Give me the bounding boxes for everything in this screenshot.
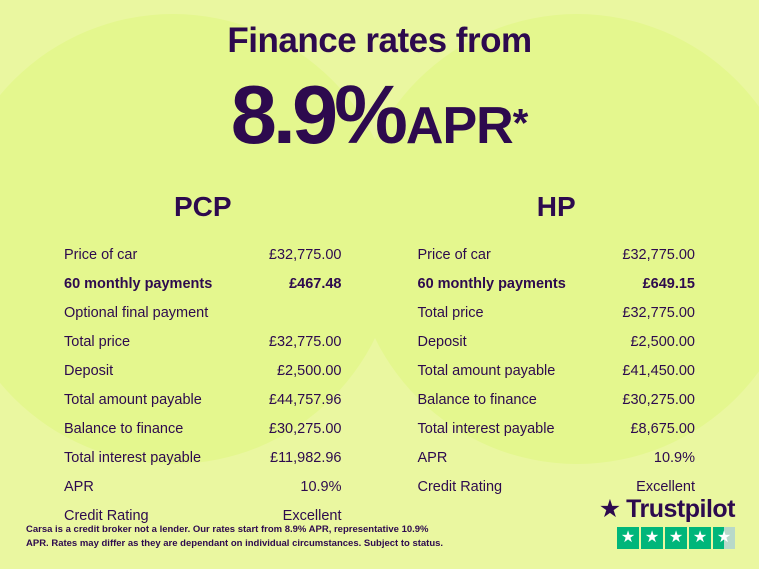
- pcp-title: PCP: [173, 190, 232, 222]
- table-row: [64, 444, 342, 473]
- row-label: Balance to finance: [417, 392, 537, 408]
- hp-title: HP: [536, 190, 576, 222]
- asterisk-marker: *: [512, 101, 529, 146]
- trustpilot-star-icon: ★: [598, 495, 622, 523]
- row-label: Credit Rating: [64, 508, 149, 524]
- table-row: [418, 270, 696, 299]
- row-value: £32,775.00: [268, 247, 342, 263]
- star-icon: ★: [665, 527, 687, 549]
- row-label: Credit Rating: [417, 479, 503, 495]
- row-value: £32,775.00: [268, 334, 342, 350]
- row-value: £649.15: [642, 276, 695, 292]
- star-icon: ★: [689, 527, 711, 549]
- headline-rate: [0, 67, 759, 163]
- row-value: £2,500.00: [276, 363, 342, 379]
- table-row: [418, 357, 696, 386]
- row-value: £30,275.00: [622, 392, 695, 408]
- hp-table: [380, 191, 734, 531]
- star-icon: ★: [641, 527, 663, 549]
- table-row: [418, 444, 696, 473]
- row-label: Total amount payable: [64, 392, 202, 408]
- row-label: Total amount payable: [417, 363, 556, 379]
- row-label: Optional final payment: [64, 305, 209, 321]
- table-row: [64, 241, 342, 270]
- table-row: [418, 299, 696, 328]
- table-row: [418, 241, 696, 270]
- trustpilot-wordmark: [599, 497, 735, 522]
- table-row: [64, 357, 342, 386]
- page-title: Finance rates from: [227, 21, 532, 60]
- table-row: [64, 386, 342, 415]
- row-label: 60 monthly payments: [417, 276, 566, 292]
- row-value: £467.48: [289, 276, 342, 292]
- trustpilot-rating-stars: [599, 527, 735, 549]
- row-label: Price of car: [64, 247, 138, 263]
- trustpilot-name: Trustpilot: [626, 495, 735, 523]
- row-label: APR: [64, 479, 94, 495]
- row-label: Price of car: [417, 247, 491, 263]
- row-value: £11,982.96: [270, 450, 342, 466]
- row-value: £44,757.96: [268, 392, 342, 408]
- row-value: £30,275.00: [268, 421, 342, 437]
- table-row: [64, 415, 342, 444]
- row-label: Deposit: [64, 363, 114, 379]
- row-label: APR: [417, 450, 448, 466]
- row-value: £32,775.00: [622, 305, 695, 321]
- row-value: £41,450.00: [622, 363, 695, 379]
- row-value: Excellent: [282, 508, 342, 524]
- row-label: Deposit: [417, 334, 467, 350]
- rate-percentage: 8.9%: [230, 67, 404, 161]
- star-half-icon: ★: [713, 527, 735, 549]
- row-value: £2,500.00: [630, 334, 695, 350]
- row-label: Balance to finance: [64, 421, 184, 437]
- row-label: Total interest payable: [417, 421, 555, 437]
- poster-footer: [0, 491, 759, 569]
- table-row: [64, 299, 342, 328]
- row-value: £8,675.00: [630, 421, 695, 437]
- row-value: 10.9%: [300, 479, 342, 495]
- pcp-table: [26, 191, 380, 531]
- row-label: Total price: [417, 305, 484, 321]
- row-label: Total price: [64, 334, 131, 350]
- rate-apr-label: APR: [405, 96, 513, 155]
- row-label: Total interest payable: [64, 450, 202, 466]
- table-row: [64, 270, 342, 299]
- row-value: Excellent: [636, 479, 695, 495]
- finance-tables: [0, 191, 759, 531]
- row-label: 60 monthly payments: [64, 276, 213, 292]
- row-value: 10.9%: [653, 450, 695, 466]
- table-row: [64, 328, 342, 357]
- table-row: [418, 386, 696, 415]
- row-value: £32,775.00: [622, 247, 695, 263]
- table-row: [418, 328, 696, 357]
- trustpilot-logo: [599, 497, 735, 549]
- disclaimer-text: Carsa is a credit broker not a lender. Our rates start from 8.9% APR, representative 10.9% APR. Rates may differ as they are dependant on individual circumstances. Subject to status.: [26, 524, 444, 550]
- star-icon: ★: [617, 527, 639, 549]
- table-row: [418, 415, 696, 444]
